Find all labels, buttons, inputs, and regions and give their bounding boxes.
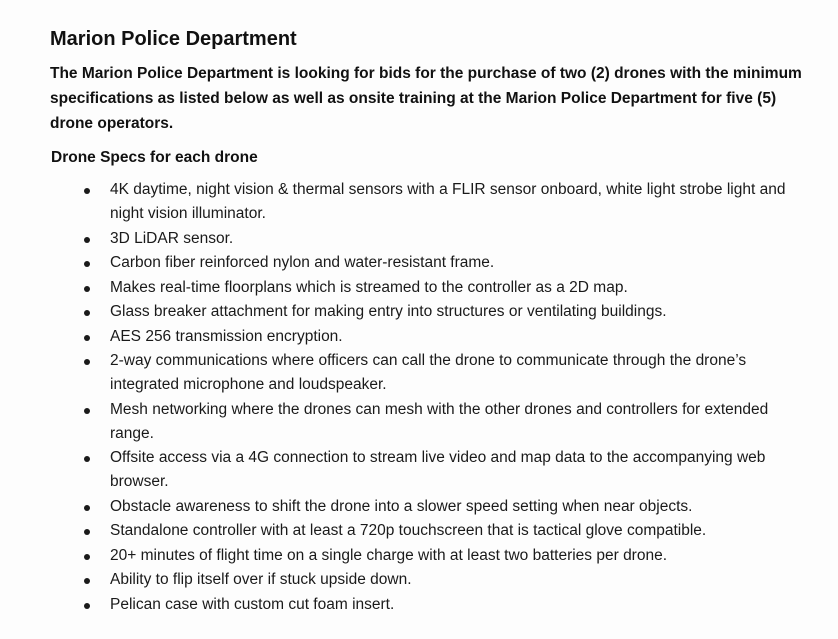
spec-text: Carbon fiber reinforced nylon and water-resistant frame. <box>110 254 495 271</box>
spec-item <box>0 446 800 494</box>
spec-item <box>0 495 800 519</box>
spec-item <box>0 593 800 617</box>
bullet-icon <box>84 359 90 365</box>
spec-text: Makes real-time floorplans which is streamed to the controller as a 2D map. <box>110 278 628 296</box>
spec-item <box>0 519 800 543</box>
spec-item <box>0 398 800 446</box>
bullet-icon <box>84 310 90 316</box>
intro-paragraph: The Marion Police Department is looking for bids for the purchase of two (2) drones with the minimum specifications as listed below as well as onsite training at the Marion Police Department for five (5) drone operators. <box>50 65 802 132</box>
spec-item <box>0 349 800 397</box>
spec-text: Offsite access via a 4G connection to stream live video and map data to the accompanying web browser. <box>110 449 766 490</box>
spec-text: 2-way communications where officers can call the drone to communicate through the drone’s integrated microphone and loudspeaker. <box>110 352 747 393</box>
bullet-icon <box>84 505 90 511</box>
spec-text: Pelican case with custom cut foam insert. <box>110 595 395 613</box>
bullet-icon <box>84 286 90 292</box>
spec-text: Glass breaker attachment for making entry into structures or ventilating buildings. <box>110 303 667 320</box>
bullet-icon <box>84 578 90 584</box>
bullet-icon <box>84 456 90 462</box>
spec-text: 3D LiDAR sensor. <box>110 229 234 247</box>
spec-item <box>0 178 800 226</box>
spec-text: 20+ minutes of flight time on a single charge with at least two batteries per drone. <box>110 546 668 564</box>
bullet-icon <box>84 603 90 609</box>
spec-item <box>0 276 800 300</box>
spec-list <box>0 178 838 617</box>
spec-text: Mesh networking where the drones can mesh with the other drones and controllers for extended range. <box>110 400 769 442</box>
spec-text: 4K daytime, night vision & thermal sensors with a FLIR sensor onboard, white light strobe light and night vision illuminator. <box>110 181 786 222</box>
spec-text: Obstacle awareness to shift the drone into a slower speed setting when near objects. <box>110 497 693 515</box>
section-heading: Drone Specs for each drone <box>51 149 258 166</box>
bullet-icon <box>84 554 90 560</box>
bullet-icon <box>84 261 90 267</box>
spec-item <box>0 300 800 324</box>
spec-text: Standalone controller with at least a 720p touchscreen that is tactical glove compatible. <box>110 522 707 539</box>
bullet-icon <box>84 335 90 341</box>
spec-text: Ability to flip itself over if stuck upside down. <box>110 571 412 588</box>
spec-item <box>0 251 800 275</box>
spec-item <box>0 325 800 349</box>
bullet-icon <box>84 188 90 194</box>
spec-text: AES 256 transmission encryption. <box>110 327 343 345</box>
page-title: Marion Police Department <box>50 28 297 50</box>
bullet-icon <box>84 237 90 243</box>
spec-item <box>0 568 800 592</box>
bullet-icon <box>84 408 90 414</box>
bullet-icon <box>84 529 90 535</box>
spec-item <box>0 227 800 251</box>
spec-item <box>0 544 800 568</box>
